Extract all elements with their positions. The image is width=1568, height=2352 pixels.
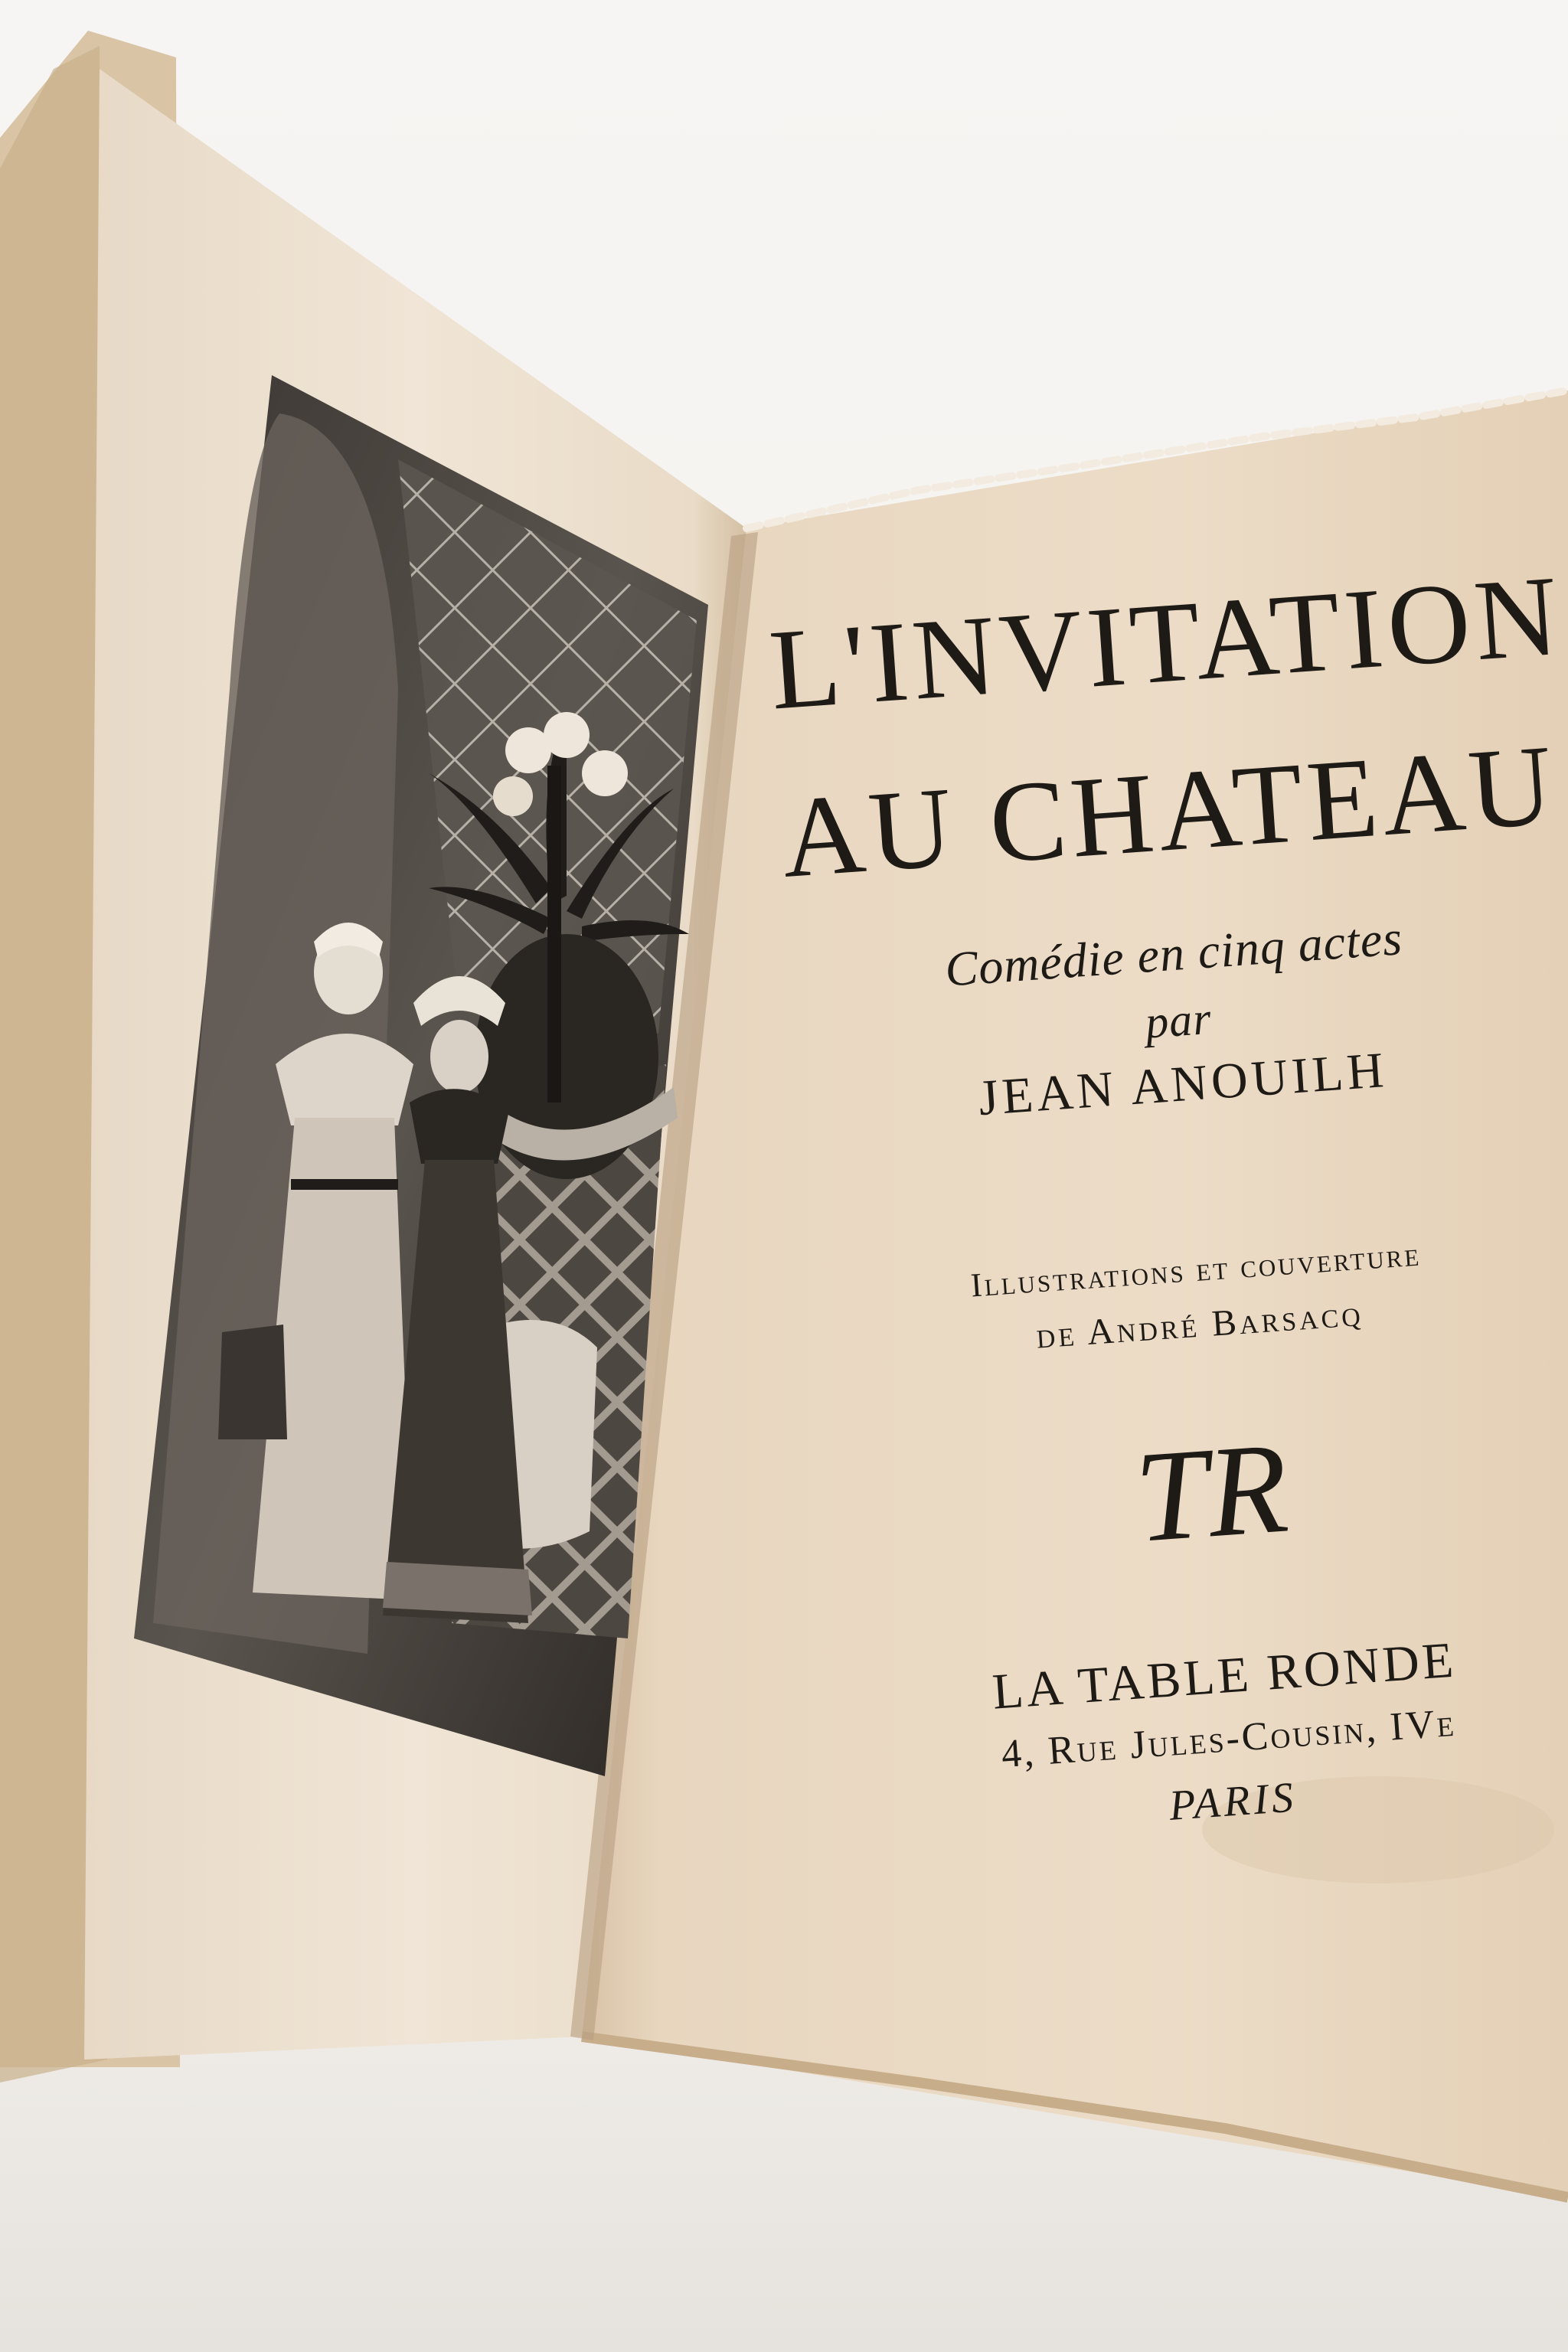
publisher-city: PARIS: [1168, 1773, 1299, 1830]
book-subtitle: Comédie en cinq actes: [943, 910, 1405, 997]
book-by: par: [1143, 992, 1214, 1048]
publisher-address: 4, Rue Jules-Cousin, IVe: [1000, 1700, 1458, 1777]
publisher-name: LA TABLE RONDE: [990, 1632, 1459, 1720]
book-author: JEAN ANOUILH: [976, 1041, 1390, 1127]
title-page-text: [766, 551, 1568, 1830]
illustrations-credit-line-1: Illustrations et couverture: [969, 1235, 1423, 1305]
publisher-monogram: TR: [1130, 1415, 1292, 1570]
book-title-line-2: AU CHATEAU: [777, 720, 1561, 903]
illustrations-credit-line-2: de André Barsacq: [1034, 1292, 1365, 1357]
book-title-line-1: L'INVITATION: [766, 551, 1567, 734]
